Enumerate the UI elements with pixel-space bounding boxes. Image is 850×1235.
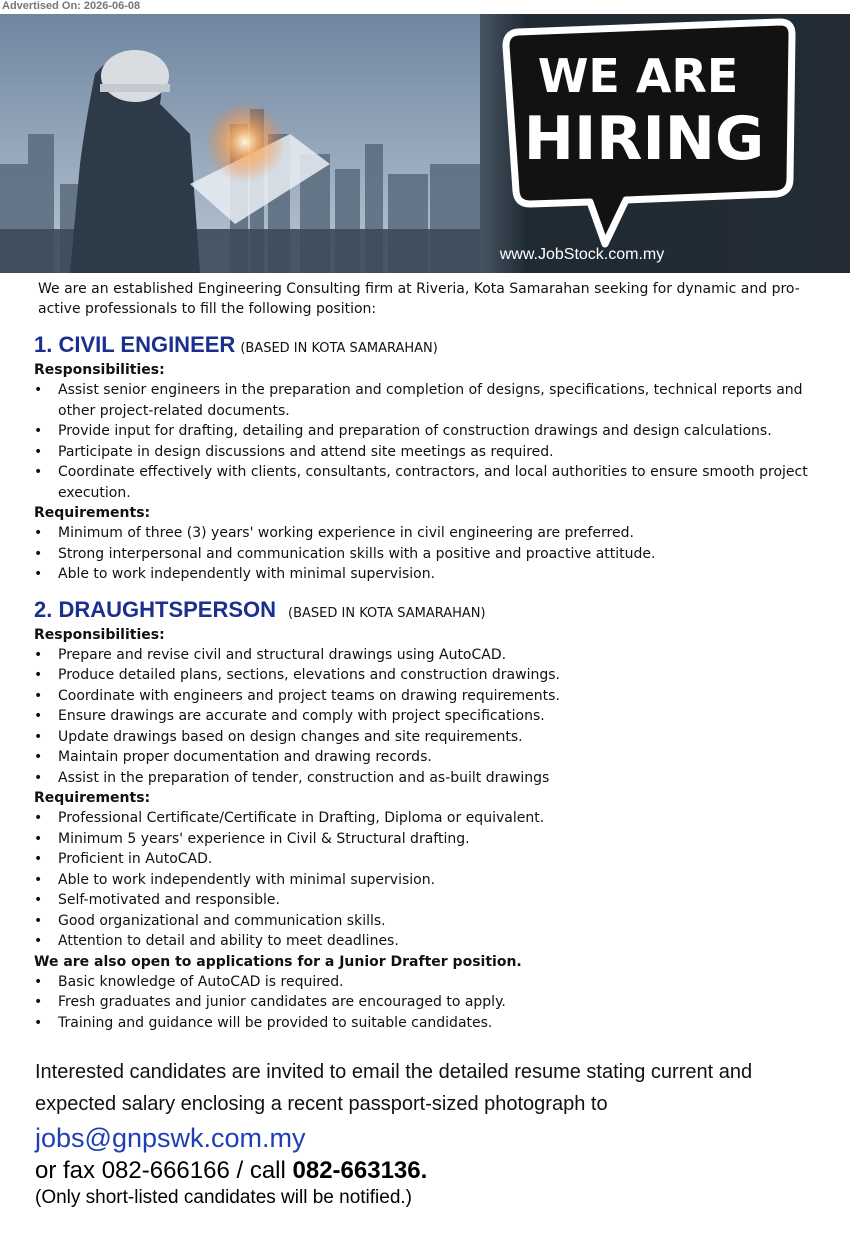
list-item: • Basic knowledge of AutoCAD is required. — [34, 972, 834, 993]
position-2-location: (BASED IN KOTA SAMARAHAN) — [288, 605, 486, 621]
banner-website: www.JobStock.com.my — [499, 246, 665, 263]
position-2-title: 2. DRAUGHTSPERSON — [34, 596, 277, 622]
list-item: • Able to work independently with minimal supervision. — [34, 564, 834, 585]
contact-section — [35, 1056, 835, 1210]
list-item: • Strong interpersonal and communication skills with a positive and proactive attitude. — [34, 544, 834, 565]
list-item: • Produce detailed plans, sections, elevations and construction drawings. — [34, 665, 834, 686]
position-1-title: 1. CIVIL ENGINEER — [34, 332, 236, 357]
list-item: • Fresh graduates and junior candidates are encouraged to apply. — [34, 992, 834, 1013]
positions-section — [34, 332, 834, 1033]
contact-line-2: expected salary enclosing a recent passport-sized photograph to — [35, 1093, 608, 1115]
intro-paragraph: We are an established Engineering Consulting firm at Riveria, Kota Samarahan seeking for dynamic and pro-active professionals to fill the following position: — [38, 281, 800, 317]
advertised-date: Advertised On: 2026-06-08 — [2, 0, 141, 12]
position-2-responsibilities-list — [34, 645, 834, 789]
list-item: • Assist in the preparation of tender, construction and as-built drawings — [34, 768, 834, 789]
list-item: • Able to work independently with minimal supervision. — [34, 870, 834, 891]
banner-line2: HIRING — [523, 104, 765, 174]
position-2-responsibilities-label: Responsibilities: — [34, 626, 165, 643]
list-item: • Minimum 5 years' experience in Civil & Structural drafting. — [34, 829, 834, 850]
list-item: • Coordinate effectively with clients, consultants, contractors, and local authorities to ensure smooth project execution. — [34, 462, 834, 503]
fax-text: or fax 082-666166 / call — [35, 1157, 293, 1184]
position-2-heading — [34, 597, 834, 623]
hiring-banner — [0, 14, 850, 273]
position-2-requirements-label: Requirements: — [34, 790, 151, 806]
position-1-responsibilities-list — [34, 380, 834, 503]
position-2-requirements-list — [34, 808, 834, 952]
banner-line1: WE ARE — [537, 49, 739, 103]
junior-drafter-list — [34, 972, 834, 1034]
list-item: • Minimum of three (3) years' working experience in civil engineering are preferred. — [34, 523, 834, 544]
contact-note: (Only short-listed candidates will be notified.) — [35, 1187, 413, 1208]
junior-drafter-label: We are also open to applications for a Junior Drafter position. — [34, 953, 522, 970]
list-item: • Self-motivated and responsible. — [34, 890, 834, 911]
list-item: • Attention to detail and ability to meet deadlines. — [34, 931, 834, 952]
position-1-heading — [34, 332, 834, 358]
list-item: • Participate in design discussions and attend site meetings as required. — [34, 442, 834, 463]
list-item: • Proficient in AutoCAD. — [34, 849, 834, 870]
list-item: • Ensure drawings are accurate and comply with project specifications. — [34, 706, 834, 727]
contact-line-1: Interested candidates are invited to email the detailed resume stating current and — [35, 1061, 753, 1083]
contact-fax-phone — [35, 1156, 835, 1186]
position-1-location: (BASED IN KOTA SAMARAHAN) — [240, 341, 438, 356]
list-item: • Professional Certificate/Certificate in Drafting, Diploma or equivalent. — [34, 808, 834, 829]
phone-number[interactable]: 082-663136. — [292, 1157, 428, 1184]
contact-email-link[interactable]: jobs@gnpswk.com.my — [35, 1123, 306, 1153]
list-item: • Prepare and revise civil and structural drawings using AutoCAD. — [34, 645, 834, 666]
list-item: • Training and guidance will be provided to suitable candidates. — [34, 1013, 834, 1034]
banner-illustration — [0, 14, 850, 273]
list-item: • Provide input for drafting, detailing and preparation of construction drawings and design calculations. — [34, 421, 834, 442]
position-1-requirements-list — [34, 523, 834, 585]
list-item: • Coordinate with engineers and project teams on drawing requirements. — [34, 686, 834, 707]
position-1-requirements-label: Requirements: — [34, 505, 151, 521]
list-item: • Assist senior engineers in the preparation and completion of designs, specifications, technical reports and other project-related documents. — [34, 380, 834, 421]
list-item: • Good organizational and communication skills. — [34, 911, 834, 932]
list-item: • Update drawings based on design changes and site requirements. — [34, 727, 834, 748]
list-item: • Maintain proper documentation and drawing records. — [34, 747, 834, 768]
position-1-responsibilities-label: Responsibilities: — [34, 362, 165, 378]
